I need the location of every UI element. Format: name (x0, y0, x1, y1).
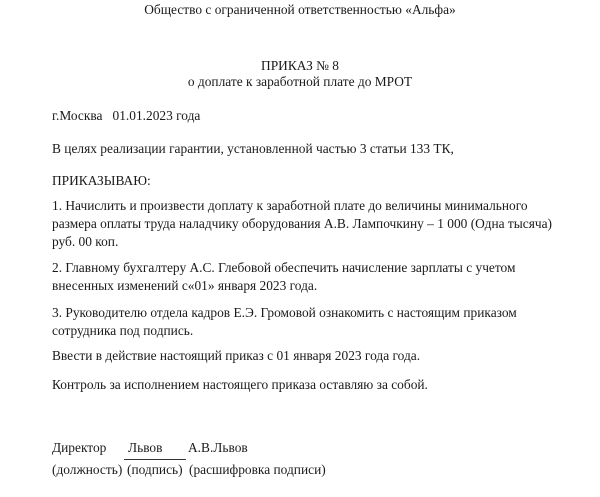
item-line: внесенных изменений с«01» января 2023 года. (52, 278, 318, 293)
signature-label: (подпись) (127, 462, 183, 477)
item-line: руб. 00 коп. (52, 234, 119, 249)
item-line: размера оплаты труда наладчику оборудования А.В. Лампочкину – 1 000 (Одна тысяча) (52, 216, 553, 231)
signer-signature: Львов (128, 440, 163, 455)
organization-name: Общество с ограниченной ответственностью «Альфа» (144, 2, 456, 17)
item-line: 1. Начислить и произвести доплату к заработной плате до величины минимального (52, 198, 528, 213)
item-line: 3. Руководителю отдела кадров Е.Э. Громовой ознакомить с настоящим приказом (52, 305, 517, 320)
city: г.Москва (52, 108, 103, 123)
effective-clause: Ввести в действие настоящий приказ с 01 января 2023 года года. (52, 348, 421, 363)
control-clause: Контроль за исполнением настоящего приказа оставляю за собой. (52, 377, 428, 392)
order-word: ПРИКАЗЫВАЮ: (52, 173, 151, 188)
position-label: (должность) (52, 462, 123, 477)
order-subject: о доплате к заработной плате до МРОТ (187, 74, 413, 89)
name-label: (расшифровка подписи) (189, 462, 326, 477)
preamble: В целях реализации гарантии, установленной частью 3 статьи 133 ТК, (52, 141, 454, 156)
signer-position: Директор (52, 440, 107, 455)
order-date: 01.01.2023 года (112, 108, 201, 123)
item-line: сотрудника под подпись. (52, 323, 194, 338)
signature-underline (124, 459, 186, 460)
item-line: 2. Главному бухгалтеру А.С. Глебовой обеспечить начисление зарплаты с учетом (52, 260, 516, 275)
place-date (52, 108, 200, 124)
signer-name: А.В.Львов (188, 440, 248, 455)
order-title: ПРИКАЗ № 8 (261, 58, 339, 73)
